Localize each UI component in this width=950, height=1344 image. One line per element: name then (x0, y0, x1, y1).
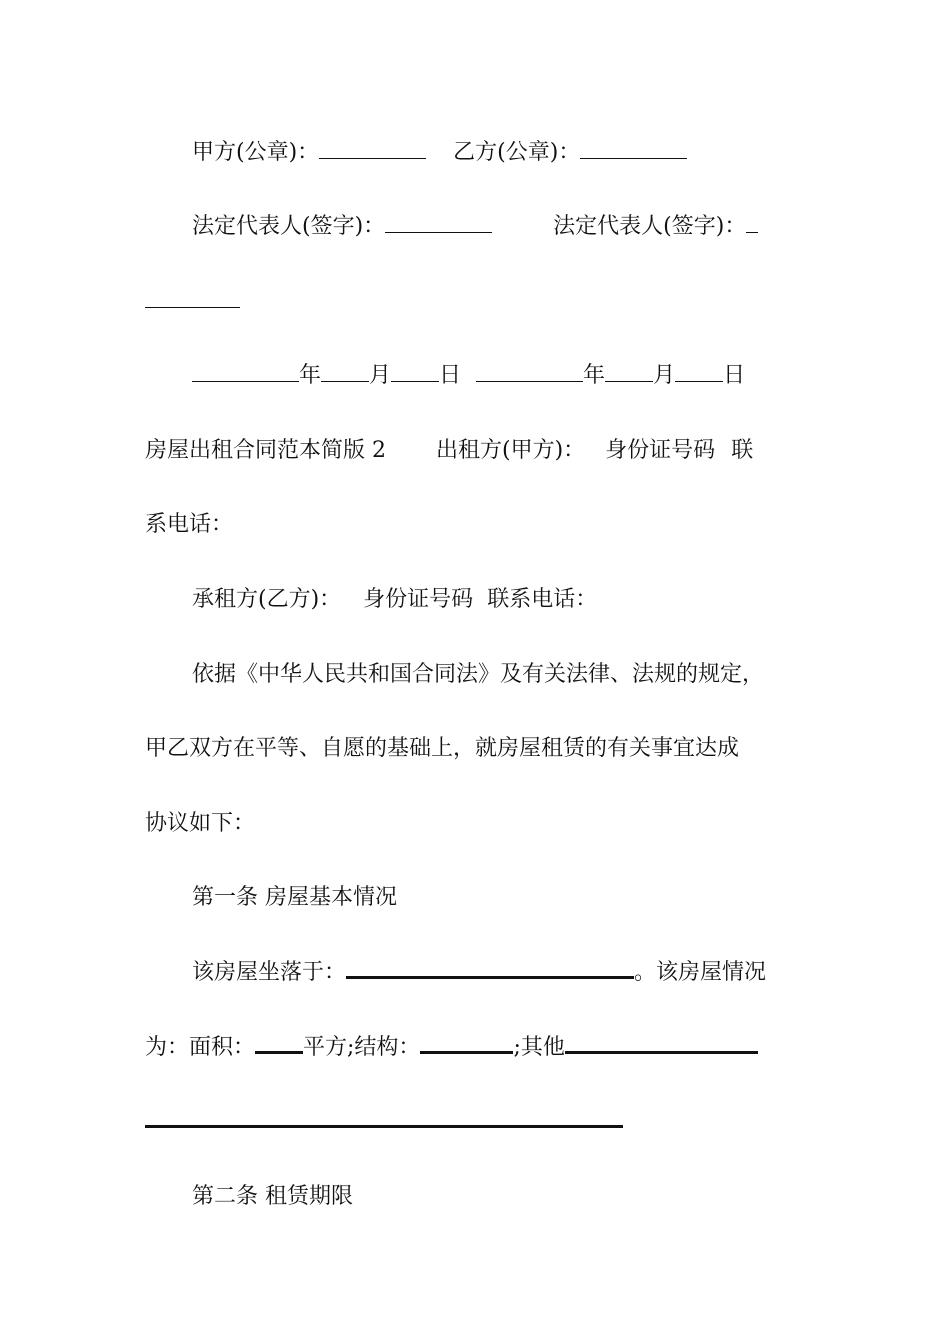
legal-rep-b-label: 法定代表人(签字)： (553, 214, 747, 239)
area-blank (255, 1035, 303, 1054)
intro-paragraph-line-2 (145, 734, 815, 764)
lessor-phone-line (145, 510, 815, 540)
date-b-year-blank (476, 365, 583, 382)
other-blank (565, 1035, 758, 1054)
structure-blank (420, 1035, 513, 1054)
location-label: 该房屋坐落于： (192, 960, 347, 985)
location-label-end: 。该房屋情况 (634, 960, 767, 985)
lessor-phone-label-start: 联 (731, 438, 754, 463)
date-a-month-blank (321, 365, 369, 382)
legal-rep-b-blank-end (145, 291, 240, 308)
contract-title-line (145, 436, 815, 466)
intro-text-3: 协议如下： (145, 811, 256, 836)
article-1-title: 第一条 房屋基本情况 (192, 885, 397, 910)
other-blank-wrap (145, 1107, 815, 1137)
legal-rep-b-blank-start (746, 216, 758, 233)
party-a-seal-label: 甲方(公章)： (192, 140, 320, 165)
area-label: 为：面积： (145, 1035, 256, 1060)
article-2-heading (192, 1182, 862, 1212)
contract-title: 房屋出租合同范本简版 2 (145, 438, 386, 463)
lessor-id-label: 身份证号码 (605, 438, 716, 463)
lessor-phone-label-end: 系电话： (145, 512, 234, 537)
legal-rep-b-blank-wrap (145, 287, 815, 317)
other-label: ;其他 (513, 1035, 565, 1060)
article-2-title: 第二条 租赁期限 (192, 1184, 353, 1209)
lessee-line (192, 585, 862, 615)
article-1-desc-line (145, 1033, 815, 1063)
date-line (192, 361, 862, 391)
lessor-label: 出租方(甲方)： (436, 438, 586, 463)
intro-paragraph-line-1 (192, 660, 862, 690)
date-b-day-blank (675, 365, 723, 382)
party-a-seal-blank (319, 142, 426, 159)
intro-text-2: 甲乙双方在平等、自愿的基础上，就房屋租赁的有关事宜达成 (145, 736, 740, 761)
seal-line (192, 138, 862, 168)
date-a-month-label: 月 (369, 363, 392, 388)
structure-label: 平方;结构： (303, 1035, 421, 1060)
legal-rep-line (192, 212, 862, 242)
legal-rep-a-blank (385, 216, 492, 233)
party-b-seal-blank (580, 142, 687, 159)
legal-rep-a-label: 法定代表人(签字)： (192, 214, 386, 239)
date-b-day-label: 日 (723, 363, 746, 388)
date-a-year-blank (192, 365, 299, 382)
date-a-day-blank (391, 365, 439, 382)
article-1-location-line (192, 958, 862, 988)
lessee-phone-label: 联系电话： (487, 587, 598, 612)
article-1-heading (192, 883, 862, 913)
other-blank-continued (145, 1109, 623, 1128)
date-b-month-label: 月 (653, 363, 676, 388)
date-a-year-label: 年 (299, 363, 322, 388)
intro-paragraph-line-3 (145, 809, 815, 839)
location-blank (346, 960, 634, 979)
lessee-id-label: 身份证号码 (363, 587, 474, 612)
intro-text-1: 依据《中华人民共和国合同法》及有关法律、法规的规定， (192, 662, 765, 687)
date-b-year-label: 年 (583, 363, 606, 388)
date-b-month-blank (605, 365, 653, 382)
date-a-day-label: 日 (439, 363, 462, 388)
party-b-seal-label: 乙方(公章)： (453, 140, 581, 165)
lessee-label: 承租方(乙方)： (192, 587, 342, 612)
